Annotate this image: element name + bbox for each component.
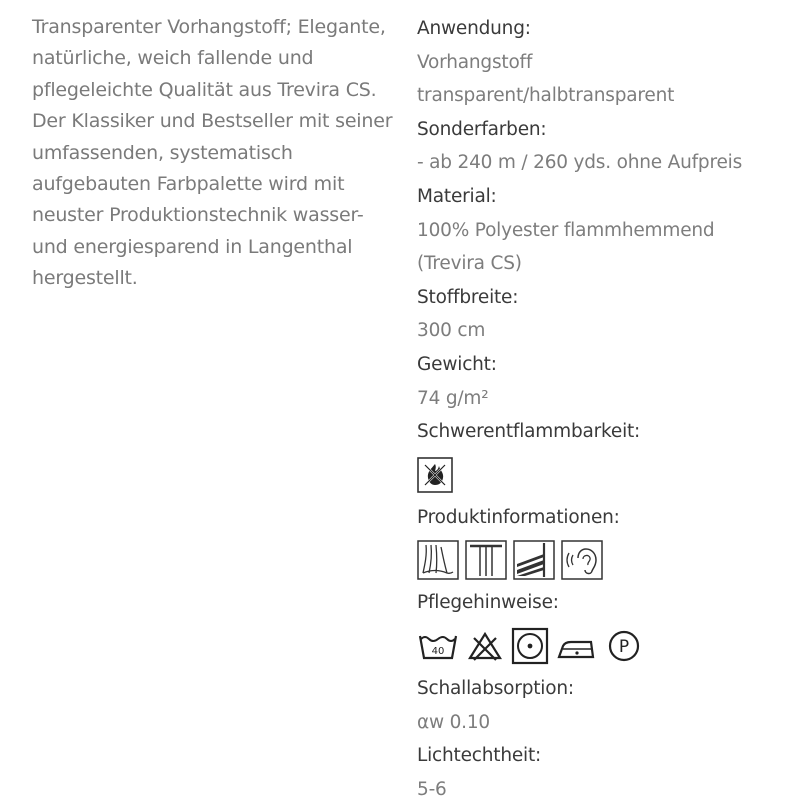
schallabsorption-value: αw 0.10 xyxy=(417,711,490,733)
pflegehinweise-label: Pflegehinweise: xyxy=(417,592,559,614)
flame-retardant-icon xyxy=(417,457,453,493)
flame-icon-row xyxy=(417,449,797,501)
material-value-2: (Trevira CS) xyxy=(417,253,522,275)
anwendung-value-2: transparent/halbtransparent xyxy=(417,85,675,107)
lichtechtheit-value: 5-6 xyxy=(417,778,447,800)
produktinformationen-label: Produktinformationen: xyxy=(417,506,620,528)
lichtechtheit-label: Lichtechtheit: xyxy=(417,745,542,767)
dry-clean-p-icon xyxy=(605,628,643,664)
gewicht-label: Gewicht: xyxy=(417,353,497,375)
anwendung-label: Anwendung: xyxy=(417,18,531,39)
description-text: Transparenter Vorhangstoff; Elegante, natürliche, weich fallende und pflegeleichte Qualität aus Trevira CS. Der Klassiker und Bestseller mit seiner umfassenden, systematisch aufgebauten Farbpalette wird mit neuster Produktionstechnik wasser- und energiesparend in Langenthal hergestellt. xyxy=(32,16,393,290)
sonderfarben-value: - ab 240 m / 260 yds. ohne Aufpreis xyxy=(417,152,743,174)
schwerentflammbarkeit-label: Schwerentflammbarkeit: xyxy=(417,421,641,443)
no-bleach-icon xyxy=(465,628,505,664)
care-icon-row xyxy=(417,620,797,672)
tumble-dry-icon xyxy=(511,627,549,665)
sonderfarben-label: Sonderfarben: xyxy=(417,118,547,140)
anwendung-value-1: Vorhangstoff xyxy=(417,51,533,73)
stoffbreite-label: Stoffbreite: xyxy=(417,286,519,308)
specifications xyxy=(417,12,797,806)
light-filtering-icon xyxy=(513,540,555,580)
material-value-1: 100% Polyester flammhemmend xyxy=(417,219,715,241)
stoffbreite-value: 300 cm xyxy=(417,320,486,342)
wash-temp-text: 40 xyxy=(431,645,445,657)
gewicht-value: 74 g/m² xyxy=(417,387,489,409)
curtain-panel-icon xyxy=(465,540,507,580)
drape-icon xyxy=(417,540,459,580)
product-info-icon-row xyxy=(417,534,797,586)
material-label: Material: xyxy=(417,185,497,207)
dry-clean-letter: P xyxy=(618,636,630,657)
acoustic-icon xyxy=(561,540,603,580)
iron-low-icon xyxy=(555,628,599,664)
product-description xyxy=(32,12,402,295)
wash-40-icon xyxy=(417,628,459,664)
schallabsorption-label: Schallabsorption: xyxy=(417,677,574,699)
